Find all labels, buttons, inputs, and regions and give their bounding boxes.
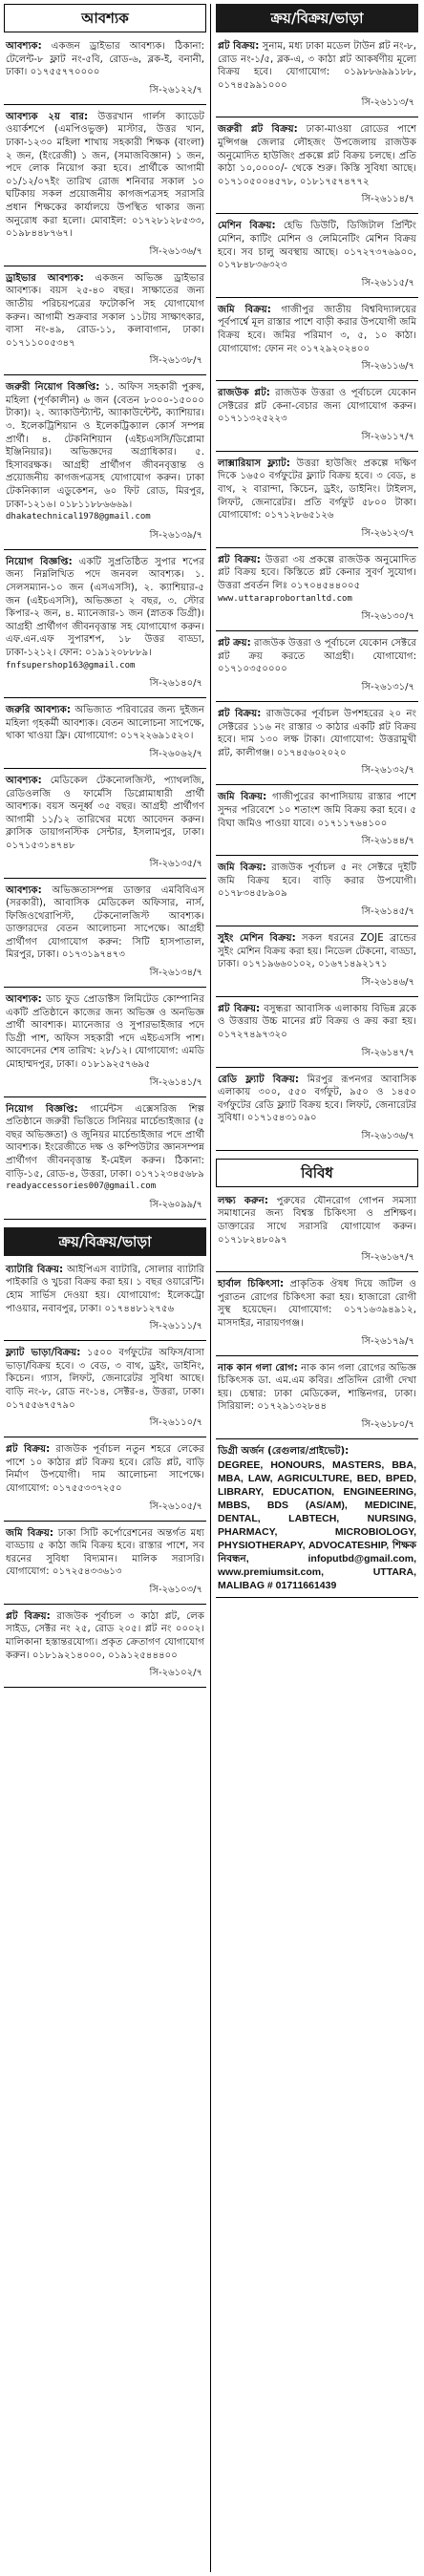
classified-ad — [216, 1276, 418, 1355]
ad-divider — [4, 374, 206, 375]
ad-divider — [4, 878, 206, 879]
ad-text — [4, 702, 206, 746]
ad-text — [216, 121, 418, 191]
ad-text — [4, 1441, 206, 1498]
ad-code: সি-২৬১১০/৭ — [149, 1417, 202, 1429]
ad-code: সি-২৬১০২/৭ — [149, 1668, 202, 1679]
ad-text — [216, 635, 418, 679]
ad-heading: জরুরী প্লট বিক্রয়: — [218, 124, 298, 136]
ad-code: সি-২৬১৭৯/৭ — [361, 1335, 414, 1347]
ad-body: সকল ধরনের ZOJE ব্রান্ডের সুইং মেশিন বিক্রয় করা হয়। নিডেল টেকনো, বাড্ডা, ঢাকা। ০১৭১৯৬৬০১০২, ০১৬৭১৪৯২১৭১ — [218, 932, 416, 970]
ad-heading: জমি বিক্রয়: — [218, 862, 266, 874]
ad-heading: জরুরী নিয়োগ বিজ্ঞপ্তি: — [6, 382, 100, 394]
ad-heading: লক্ষ্য করুন: — [218, 1195, 268, 1206]
ad-body: একজন অভিজ্ঞ ড্রাইভার আবশ্যক। বয়স ২৫-৪০ বছর। সাক্ষাতের জন্য জাতীয় পরিচয়পত্রের ফটোকপি সহ যোগাযোগ করুন। আগামী শুক্রবার সকাল ১১টায় সাক্ষাৎকার, বাসা নং-৪৯, রোড-১১, কলাবাগান, ঢাকা। ০১৭১১০০৫৩৪৭ — [6, 272, 204, 349]
ad-code: সি-২৬১০৩/৭ — [149, 1584, 202, 1595]
ad-code: সি-২৬১৪০/৭ — [149, 678, 202, 690]
ad-text — [216, 930, 418, 974]
ad-divider — [216, 784, 418, 785]
ad-text — [216, 218, 418, 274]
ad-heading: আবশ্যক: — [6, 884, 42, 896]
classified-ad — [216, 38, 418, 117]
ad-heading: রাজউক প্লট: — [218, 388, 270, 399]
ad-email-link[interactable]: fnfsupershop163@gmail.com — [6, 660, 136, 671]
ad-text — [216, 789, 418, 833]
ad-text — [216, 1072, 418, 1128]
ad-code: সি-২৬১৩০/৭ — [361, 611, 414, 623]
ad-body: রাজউক পূর্বাচল ৫ নং সেক্টরে দুইটি জমি বিক্রয় হবে। বাড়ি করার উপযোগী। ০১৭৮৩৪৫৮৯০৯ — [218, 862, 416, 900]
ad-divider — [216, 1355, 418, 1356]
ad-code: সি-২৬১১৬/৭ — [361, 361, 414, 373]
ad-code: সি-২৬১০৫/৭ — [149, 1501, 202, 1512]
classified-ad — [216, 930, 418, 997]
ad-heading: জমি বিক্রয়: — [6, 1527, 53, 1539]
ad-heading: হার্বাল চিকিৎসা: — [218, 1279, 285, 1290]
ad-heading: প্লট ক্রয়: — [218, 638, 251, 649]
ad-heading: আবশ্যক: — [6, 994, 42, 1006]
ad-heading: প্লট বিক্রয়: — [218, 41, 260, 52]
ad-divider — [4, 1096, 206, 1097]
ad-divider — [4, 768, 206, 769]
ad-body: মিরপুর রূপনগর আবাসিক এলাকায় ৩০০, ৫৫০ বর্গফুট, ৯৫০ ও ১৪৫০ বর্গফুটের রেডি ফ্ল্যাট বিক্রয় হবে। লিফট, জেনারেটর সুবিধা। ০১৭১৫৪৩১০৯০ — [218, 1074, 416, 1124]
ad-heading: নিয়োগ বিজ্ঞপ্তি: — [6, 556, 73, 567]
column-divider — [210, 4, 211, 2572]
classified-ad — [4, 773, 206, 879]
ad-code: সি-২৬১৪৫/৭ — [361, 905, 414, 917]
ad-heading: জমি বিক্রয়: — [218, 792, 267, 803]
ad-heading: ব্যাটারি বিক্রয়: — [6, 1264, 64, 1275]
ad-heading: প্লট বিক্রয়: — [6, 1444, 51, 1456]
classified-ad — [4, 1441, 206, 1521]
ad-body: উত্তরখান গার্লস ক্যাডেট ওয়ার্কশপে (এমপিওভুক্ত) মাস্টার, উত্তর খান, ঢাকা-১২৩০ মহিলা শাখায় সহকারী শিক্ষক (বাংলা) ২ জন, (ইংরেজী) ১ জন, (সমাজবিজ্ঞান) ১ জন, পদে লোক নিয়োগ করা হবে। প্রার্থীকে আগামী ০১/১২/০৭ইং তারিখ রোজ শনিবার সকাল ১০ ঘটিকায় সকল প্রয়োজনীয় কাগজপত্রসহ সরাসরি প্রধান শিক্ষকের কার্যালয়ে উপস্থিত থাকার জন্য অনুরোধ করা হলো। মোবাইল: ০১৭২৮১২৮৫৩৩, ০১৯৮৪৪৮৭৬৭। — [6, 111, 204, 240]
classified-ad — [216, 789, 418, 856]
section-header-miscellaneous: বিবিধ — [216, 1159, 418, 1187]
ad-divider — [4, 1219, 206, 1220]
ad-divider — [216, 1438, 418, 1439]
ad-code: সি-২৬১৪৪/৭ — [361, 836, 414, 847]
ad-text — [4, 1262, 206, 1318]
classified-ad — [4, 991, 206, 1097]
classified-ad — [216, 635, 418, 702]
ad-body: উত্তরা ৩য় প্রকল্পে রাজউক অনুমোদিত প্লট বিক্রয় হবে। কিস্তিতে প্লট কেনার সুবর্ণ সুযোগ। উত্তরা প্রবর্তন লিঃ ০১৭০৪৫৪৪০০৫ — [218, 554, 416, 592]
ad-text — [216, 1443, 418, 1595]
classified-ad — [4, 1345, 206, 1437]
ad-body: হেভি ডিউটি, ডিজিটাল প্রিন্টিং মেশিন, কাটিং মেশিন ও লেমিনেটিং মেশিন বিক্রয় হবে। সব চালু অবস্থায় আছে। ০১৭২৭৩৭৬৯০০, ০১৭৮৪৮৩৬৩২৩ — [218, 221, 416, 271]
ad-body: রাজউক উত্তরা ও পূর্বাচলে যেকোন সেক্টরের প্লট কেনা-বেচার জন্য যোগাযোগ করুন। ০১৭১১৩২৫২২৩ — [218, 388, 416, 425]
section-header-wanted: আবশ্যক — [4, 4, 206, 32]
ad-body-english: DEGREE, HONOURS, MASTERS, BBA, MBA, LAW, AGRICULTURE, BED, BPED, LIBRARY, EDUCATION, ENGINEERING, MBBS, BDS (AS/AM), MEDICINE, DENTAL, LABTECH, NURSING, PHARMACY, MICROBIOLOGY, PHYSIOTHERAPY, ADVOCATESHIP, শিক্ষক নিবন্ধন, infoputbd@gmail.com, www.premiumsit.com, UTTARA, MALIBAG # 01711661439 — [218, 1458, 416, 1591]
ad-code: সি-২৬১৩৮/৭ — [149, 355, 202, 367]
ad-divider — [216, 451, 418, 452]
ad-text — [4, 38, 206, 82]
ad-code: সি-২৬১৮০/৭ — [361, 1419, 414, 1430]
classified-ad — [216, 1443, 418, 1598]
ad-heading: প্লট বিক্রয়: — [6, 1610, 51, 1622]
ad-text — [4, 883, 206, 966]
ad-divider — [216, 855, 418, 856]
classified-ad — [4, 702, 206, 769]
ad-divider — [4, 104, 206, 105]
ad-divider — [216, 1271, 418, 1272]
ad-text — [4, 554, 206, 675]
ad-body: ঢাকা সিটি কর্পোরেশনের অন্তর্গত মধ্য বাড্ডায় ৫ কাঠা জমি বিক্রয় হবে। রাস্তার পাশে, সব ধরনের সুবিধা বিদ্যমান। মালিক সরাসরি। যোগাযোগ: ০১৭২৫৪৩৩৬১৩ — [6, 1527, 204, 1578]
ad-body: অভিজ্ঞতাসম্পন্ন ডাক্তার এমবিবিএস (সরকারী), আবাসিক মেডিকেল অফিসার, নার্স, ফিজিওথেরাপিস্ট, টেকনোলজিস্ট আবশ্যক। ডাক্তারদের বেতন আলোচনা সাপেক্ষে। আগ্রহী প্রার্থীগণ যোগাযোগ করুন: সিটি হাসপাতাল, মিরপুর, ঢাকা। ০১৭৩১৯৭৪৭৩ — [6, 884, 204, 961]
ad-divider — [4, 1521, 206, 1522]
ad-body: একজন ড্রাইভার আবশ্যক। ঠিকানা: টেলেন্ট-৮ ফ্লাট নং-৫বি, রোড-৬, ব্লক-ই, বনানী, ঢাকা। ০১৭৫৫৭৭০০০০ — [6, 41, 204, 78]
ad-heading: ফ্ল্যাট ভাড়া/বিক্রয়: — [6, 1348, 81, 1359]
ad-divider — [4, 1340, 206, 1341]
ad-divider — [216, 380, 418, 381]
ad-code: সি-২৬১১৭/৭ — [361, 431, 414, 442]
ad-body: ১৫০০ বর্গফুটের অফিস/বাসা ভাড়া/বিক্রয় হবে। ৩ বেড, ৩ বাথ, ড্রইং, ডাইনিং, কিচেন। গ্যাস, লিফট, জেনারেটর সুবিধা আছে। বাড়ি নং-৮, রোড নং-১৪, সেক্টর-৪, উত্তরা, ঢাকা। ০১৭৫৫৬৭৫৭৯০ — [6, 1348, 204, 1411]
classified-ad — [4, 109, 206, 266]
ad-body: সুনাম, মধ্য ঢাকা মডেল টাউন প্লট নং-৮, রোড নং-১/৫, ব্লক-এ, ৩ কাঠা প্লট আকর্ষণীয় মূল্যে বিক্রয় হবে। যোগাযোগ: ০১৯৮৮৬৯৯১৮৮, ০১৭৪৫৯৯১০০০ — [218, 41, 416, 91]
ad-code: সি-২৬১১৩/৭ — [361, 97, 414, 109]
ad-text — [216, 1276, 418, 1332]
classified-ad — [216, 706, 418, 785]
ad-divider — [216, 1067, 418, 1068]
ad-code: সি-২৬১৩৬/৭ — [361, 1130, 414, 1141]
ad-body: গার্মেন্টস এক্সেসরিজ শিল্প প্রতিষ্ঠানে জরুরী ভিত্তিতে সিনিয়র মার্চেন্ডাইজার (৫ বছর অভিজ্ঞতা) ও জুনিয়র মার্চেন্ডাইজার পদে প্রার্থী আবশ্যক। ইংরেজীতে দক্ষ ও কম্পিউটার জ্ঞানসম্পন্ন প্রার্থীগণ জীবনবৃত্তান্ত ই-মেইল করুন। ঠিকানা: বাড়ি-১৫, রোড-৪, উত্তরা, ঢাকা। ০১৭১২৩৪৫৬৮৯ — [6, 1103, 204, 1180]
ad-code: সি-২৬১১৪/৭ — [361, 194, 414, 205]
ad-body: ডাচ ফুড প্রোডাক্টস লিমিটেড কোম্পানির একটি প্রতিষ্ঠানে কাজের জন্য অভিজ্ঞ ও অনভিজ্ঞ প্রার্থী আবশ্যক। ম্যানেজার ও সুপারভাইজার পদে ডিগ্রী পাশ, অফিস সহকারী পদে এইচএসসি পাশ। আবেদনের শেষ তারিখ: ২৮/১২। যোগাযোগ: এমডি মোহাম্মদপুর, ঢাকা। ০১৮১৯২৫৭৬৯৫ — [6, 994, 204, 1071]
ad-text — [4, 773, 206, 856]
ad-body: গাজীপুর জাতীয় বিশ্ববিদ্যালয়ের পূর্বপার্শ্বে মূল রাস্তার পাশে বাড়ী করার উপযোগী জমি বিক্রয় হবে। জমির পরিমাণ ৩, ৫, ১০ কাঠা। যোগাযোগ: ফোন নং ০১৭২৯২০২৪০০ — [218, 304, 416, 354]
ad-heading: আবশ্যক: — [6, 775, 42, 786]
ad-code: সি-২৬১৩১/৭ — [361, 682, 414, 692]
ad-divider — [216, 701, 418, 702]
ad-text — [4, 379, 206, 527]
classified-ad — [216, 218, 418, 297]
ad-text — [4, 1345, 206, 1415]
ad-divider — [4, 1604, 206, 1605]
ad-text — [216, 1001, 418, 1045]
ad-heading: রেডি ফ্ল্যাট বিক্রয়: — [218, 1074, 299, 1085]
ad-heading: প্লট বিক্রয়: — [218, 709, 262, 719]
ad-code: সি-২৬১৬৭/৭ — [361, 1252, 414, 1264]
ad-text — [216, 38, 418, 95]
classifieds-page — [4, 4, 420, 2572]
classified-ad — [4, 1608, 206, 1688]
ad-divider — [216, 1150, 418, 1151]
ad-text — [216, 860, 418, 904]
wanted-ads-list — [4, 38, 206, 1220]
ad-divider — [216, 630, 418, 631]
ad-code: সি-২৬১১১/৭ — [149, 1321, 202, 1332]
ad-heading: মেশিন বিক্রয়: — [218, 221, 276, 232]
ad-text — [216, 385, 418, 429]
left-column — [4, 4, 206, 1692]
classified-ad — [4, 38, 206, 105]
ad-body: বসুন্ধরা আবাসিক এলাকায় বিভিন্ন ব্লকে ও উত্তরায় উচ্চ মানের প্লট বিক্রয় ও ক্রয় করা হয়। ০১৭২৭৪৯৭৩২০ — [218, 1003, 416, 1040]
classified-ad — [4, 554, 206, 698]
classified-ad — [4, 883, 206, 989]
ad-body: ১. অফিস সহকারী পুরুষ, মহিলা (পূর্ণকালীন) ৬ জন (বেতন ৮০০০-১৫০০০ টাকা)। ২. অ্যাকাউন্ট্যান্ট, অ্যাকাউন্টেন্ট, ক্যাশিয়ার। ৩. ইলেকট্রিশিয়ান ও ইলেকট্রিক্যাল কোর্স সম্পন্ন প্রার্থী। ৪. টেকনিশিয়ান (এইচএসসি/ডিপ্লোমা ইঞ্জিনিয়ার)। অভিজ্ঞদের অগ্রাধিকার। ৫. হিসাবরক্ষক। আগ্রহী প্রার্থীগণ জীবনবৃত্তান্ত ও প্রয়োজনীয় কাগজপত্রসহ যোগাযোগ করুন। ঢাকা টেকনিক্যাল এডুকেশন, ৬০ ফিট রোড, মিরপুর, ঢাকা-১২১৬। ০১৮১১৮৮৬৬৬৯। — [6, 382, 204, 510]
ad-text — [4, 1525, 206, 1582]
classified-ad — [216, 1001, 418, 1068]
ad-body: আইপিএস ব্যাটারি, সোলার ব্যাটারি পাইকারি ও খুচরা বিক্রয় করা হয়। ১ বছর ওয়ারেন্টি। হোম সার্ভিস দেওয়া হয়। যোগাযোগ: ইলেকট্রো পাওয়ার, নবাবপুর, ঢাকা। ০১৭৪৪৮১২৭৫৬ — [6, 1264, 204, 1314]
ad-body: ঢাকা-মাওয়া রোডের পাশে মুন্সিগঞ্জ জেলার লৌহজং উপজেলায় রাজউক অনুমোদিত হাউজিং প্রকল্পে প্লট বিক্রয় চলছে। প্রতি কাঠা ১০,০০০০/- থেকে শুরু। কিস্তি সুবিধা আছে। ০১৭১০৫০০৪৫৭৮, ০১৮১৭৫৭৪৭৭২ — [218, 124, 416, 187]
ad-heading: লাক্সারিয়াস ফ্ল্যাট: — [218, 458, 290, 469]
ad-heading: জমি বিক্রয়: — [218, 304, 271, 315]
classified-ad — [216, 456, 418, 548]
ad-heading: প্লট বিক্রয়: — [218, 554, 261, 565]
ad-code: সি-২৬১৩৯/৭ — [149, 529, 202, 541]
ad-body: গাজীপুরের কাপাসিয়ায় রাস্তার পাশে সুন্দর পরিবেশে ১০ শতাংশ জমি বিক্রয় করা হবে। ৫ বিঘা জমিও পাওয়া যাবে। ০১৭১১৭৬৪১০০ — [218, 792, 416, 829]
classified-ad — [4, 379, 206, 550]
ad-text — [216, 456, 418, 525]
ad-code: সি-২৬১২৩/৭ — [361, 527, 414, 539]
ad-body: রাজউক পূর্বাচল নতুন শহরে লেকের পাশে ১০ কাঠার প্লট বিক্রয় হবে। রেডি প্লট, বাড়ি নির্মাণ উপযোগী। দাম আলোচনা সাপেক্ষে। যোগাযোগ: ০১৭৫৫৩৩৭২৫০ — [6, 1444, 204, 1494]
ad-text — [216, 1360, 418, 1416]
ad-text — [4, 109, 206, 244]
ad-code: সি-২৬০৬২/৭ — [149, 748, 202, 759]
ad-code: সি-২৬১৪৬/৭ — [361, 976, 414, 988]
ad-divider — [4, 987, 206, 988]
classified-ad — [4, 1101, 206, 1220]
right-column — [216, 4, 418, 1602]
ad-text — [216, 1193, 418, 1249]
ad-body: পুরুষের যৌনরোগ গোপন সমস্যা সমাধানের জন্য বিশ্বস্ত চিকিৎসা ও প্রশিক্ষণ। ডাক্তারের সাথে সরাসরি যোগাযোগ করুন। ০১৭১৮২৪৮০৯৭ — [218, 1195, 416, 1245]
ad-divider — [216, 547, 418, 548]
ad-divider — [216, 297, 418, 298]
ad-email-link[interactable]: dhakatechnical1978@gmail.com — [6, 512, 151, 522]
ad-email-link[interactable]: readyaccessories007@gmail.com — [6, 1182, 157, 1192]
ad-divider — [4, 697, 206, 698]
ad-email-link[interactable]: www.uttaraprobortanltd.com — [218, 593, 352, 604]
classified-ad — [216, 1193, 418, 1272]
ad-text — [4, 1608, 206, 1665]
classified-ad — [216, 860, 418, 926]
ad-text — [4, 1101, 206, 1197]
ad-code: সি-২৬১১৫/৭ — [361, 277, 414, 288]
classified-ad — [216, 121, 418, 214]
classified-ad — [4, 270, 206, 376]
ad-code: সি-২৬১৪৭/৭ — [361, 1047, 414, 1058]
ad-divider — [216, 1597, 418, 1598]
ad-body: উত্তরা হাউজিং প্রকল্পে দক্ষিণ দিকে ১৬৫০ বর্গফুটের ফ্ল্যাট বিক্রয় হবে। ৩ বেড, ৪ বাথ, ২ বারান্দা, কিচেন, ড্রইং, ডাইনিং। টাইলস, লিফট, জেনারেটর। প্রতি বর্গফুট ৫৮০০ টাকা। যোগাযোগ: ০১৭১২৮৬৫১২৬ — [218, 458, 416, 522]
ad-body: রাজউক পূর্বাচল ৩ কাঠা প্লট, লেক সাইড, সেক্টর নং ২৫, রোড ২০৫। প্লট নং ০০০২। মালিকানা হস্তান্তরযোগ্য। প্রকৃত ক্রেতাগণ যোগাযোগ করুন। ০১৮১৯২১৪০০০, ০১৯১২৫৪৪৪০০ — [6, 1610, 204, 1661]
classified-ad — [216, 1072, 418, 1151]
ad-heading: নিয়োগ বিজ্ঞপ্তি: — [6, 1103, 78, 1115]
classified-ad — [216, 385, 418, 452]
misc-ads-list — [216, 1193, 418, 1598]
ad-text — [4, 270, 206, 353]
classified-ad — [216, 302, 418, 381]
ad-code: সি-২৬১৪১/৭ — [149, 1076, 202, 1088]
ad-code: সি-২৬০৯৯/৭ — [149, 1199, 202, 1210]
ad-divider — [4, 549, 206, 550]
ad-heading: সুইং মেশিন বিক্রয়: — [218, 932, 296, 944]
ad-heading: ড্রাইভার আবশ্যক: — [6, 272, 84, 284]
ad-text — [216, 552, 418, 608]
ad-heading: আবশ্যক: — [6, 41, 42, 52]
ad-body: নাক কান গলা রোগের অভিজ্ঞ চিকিৎসক ডা. এম.এম কবির। প্রতিদিন রোগী দেখা হয়। চেম্বার: ঢাকা মেডিকেল, শান্তিনগর, ঢাকা। সিরিয়াল: ০১৭২৯১৩২৮৪৪ — [218, 1362, 416, 1413]
buy-sell-ads-list — [216, 38, 418, 1151]
ad-heading: জরুরি আবশ্যক: — [6, 705, 71, 716]
section-header-buy-sell-rent: ক্রয়/বিক্রয়/ভাড়া — [216, 4, 418, 32]
classified-ad — [4, 1525, 206, 1605]
ad-body: অভিজাত পরিবারের জন্য দুইজন মহিলা গৃহকর্মী আবশ্যক। বেতন আলোচনা সাপেক্ষে, থাকা খাওয়া ফ্রি। যোগাযোগ: ০১৭২২৬৯১৫২০। — [6, 705, 204, 742]
ad-code: সি-২৬১৩৫/৭ — [149, 858, 202, 869]
ad-code: সি-২৬১৩৬/৭ — [149, 245, 202, 257]
classified-ad — [4, 1262, 206, 1341]
ad-divider — [216, 213, 418, 214]
ad-heading: নাক কান গলা রোগ: — [218, 1362, 298, 1373]
ad-code: সি-২৬১২২/৭ — [149, 84, 202, 96]
ad-code: সি-২৬১৩৪/৭ — [149, 968, 202, 979]
ad-body: প্রাকৃতিক ঔষধ দিয়ে জটিল ও পুরাতন রোগের চিকিৎসা করা হয়। হাজারো রোগী সুস্থ হয়েছেন। যোগাযোগ: ০১৭১৬৩৯৪৯১২, মাসদাইর, নারায়ণগঞ্জ। — [218, 1279, 416, 1330]
ad-body: রাজউক উত্তরা ও পূর্বাচলে যেকোন সেক্টরে প্লট ক্রয় করতে আগ্রহী। যোগাযোগ: ০১৭১০৩৫০০০০ — [218, 638, 416, 675]
ad-body: একটি সুপ্রতিষ্ঠিত সুপার শপের জন্য নিম্নলিখিত পদে জনবল আবশ্যক। ১. সেলসম্যান-১০ জন (এসএসসি), ২. ক্যাশিয়ার-৫ জন (এইচএসসি), অভিজ্ঞতা ২ বছর, ৩. স্টোর কিপার-২ জন, ৪. ম্যানেজার-১ জন (স্নাতক ডিগ্রী)। আগ্রহী প্রার্থীগণ জীবনবৃত্তান্ত সহ যোগাযোগ করুন। এফ.এন.এফ সুপারশপ, ১৮ উত্তর বাড্ডা, ঢাকা-১২১২। ফোন: ০১৯১২০৮৮৮৯। — [6, 556, 204, 658]
classified-ad — [216, 552, 418, 631]
ad-body: রাজউকের পূর্বাচল উপশহরের ২০ নং সেক্টরের ১১৬ নং রাস্তার ৩ কাঠার একটি প্লট বিক্রয় হবে। দাম ১৩০ লক্ষ টাকা। যোগাযোগ: উত্তরামুখী প্লট, কালীগঞ্জ। ০১৭৪৫৬০২০২০ — [218, 709, 416, 758]
ad-text — [216, 302, 418, 358]
ad-heading: প্লট বিক্রয়: — [218, 1003, 261, 1014]
ad-code: সি-২৬১৩২/৭ — [361, 765, 414, 777]
ad-heading: আবশ্যক ২য় বার: — [6, 111, 89, 122]
ad-text — [216, 706, 418, 762]
buy-sell-ads-list-left — [4, 1262, 206, 1688]
ad-divider — [4, 1687, 206, 1688]
ad-body: মেডিকেল টেকনোলজিস্ট, প্যাথলজি, রেডিওলজি ও ফার্মেসি ডিপ্লোমাধারী প্রার্থী আবশ্যক। বয়স অনূর্ধ্ব ৩৫ বছর। আগ্রহী প্রার্থীগণ আগামী ১১/১২ তারিখের মধ্যে আবেদন করুন। ক্লাসিক ডায়াগনস্টিক সেন্টার, ইসলামপুর, ঢাকা। ০১৭১৫৩১৪৭৪৮ — [6, 775, 204, 851]
ad-text — [4, 991, 206, 1075]
ad-heading: ডিগ্রী অর্জন (রেগুলার/প্রাইভেট): — [218, 1446, 350, 1457]
classified-ad — [216, 1360, 418, 1439]
ad-divider — [216, 996, 418, 997]
section-header-buy-sell-rent-left: ক্রয়/বিক্রয়/ভাড়া — [4, 1227, 206, 1256]
